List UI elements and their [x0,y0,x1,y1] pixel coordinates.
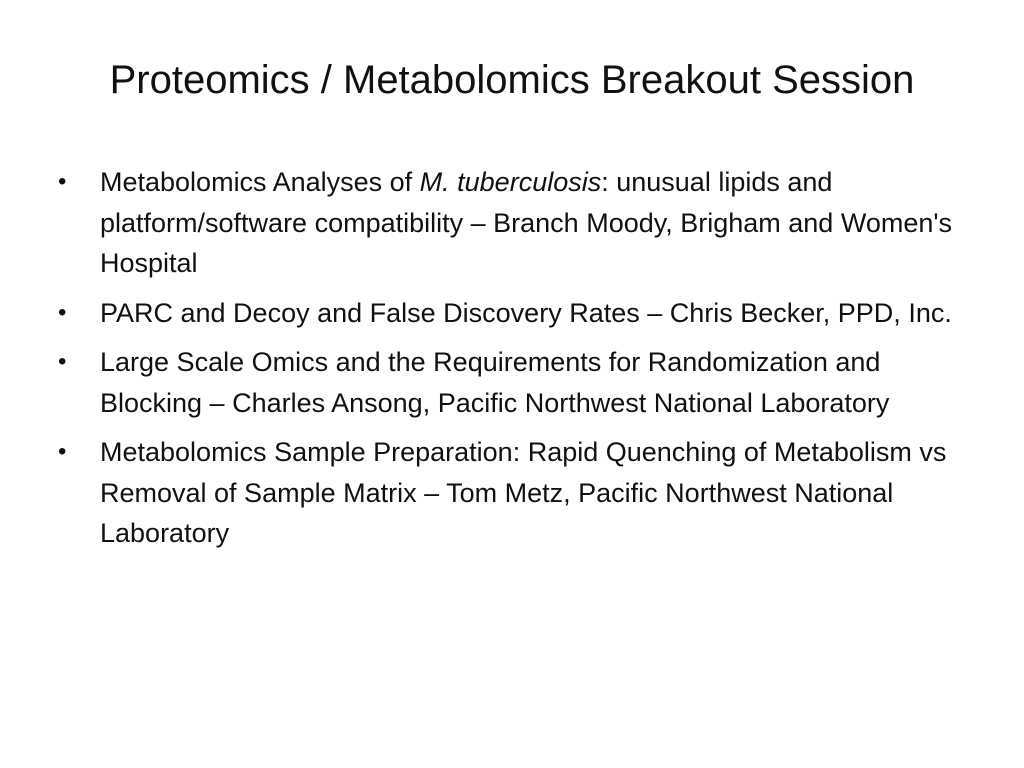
bullet-text: Large Scale Omics and the Requirements for Randomization and Blocking – Charles Ansong, Pacific Northwest National Laboratory [100,347,890,418]
bullet-text-prefix: Metabolomics Analyses of [100,167,420,197]
bullet-item-ansong [58,342,958,423]
bullet-item-becker [58,293,958,334]
bullet-dot-icon: • [58,438,67,465]
bullet-text: Metabolomics Sample Preparation: Rapid Quenching of Metabolism vs Removal of Sample Matrix – Tom Metz, Pacific Northwest National Laboratory [100,437,947,548]
bullet-item-metz [58,432,958,554]
bullet-dot-icon: • [58,348,67,375]
bullet-text-suffix: : unusual lipids and platform/software compatibility – Branch Moody, Brigham and Women's Hospital [100,167,953,278]
bullet-list [58,162,958,563]
bullet-dot-icon: • [58,168,67,195]
bullet-text: PARC and Decoy and False Discovery Rates – Chris Becker, PPD, Inc. [100,297,952,328]
bullet-text-italic: M. tuberculosis [419,167,602,197]
slide-title: Proteomics / Metabolomics Breakout Session [109,58,915,102]
bullet-dot-icon: • [58,298,67,326]
bullet-item-moody [58,162,958,284]
